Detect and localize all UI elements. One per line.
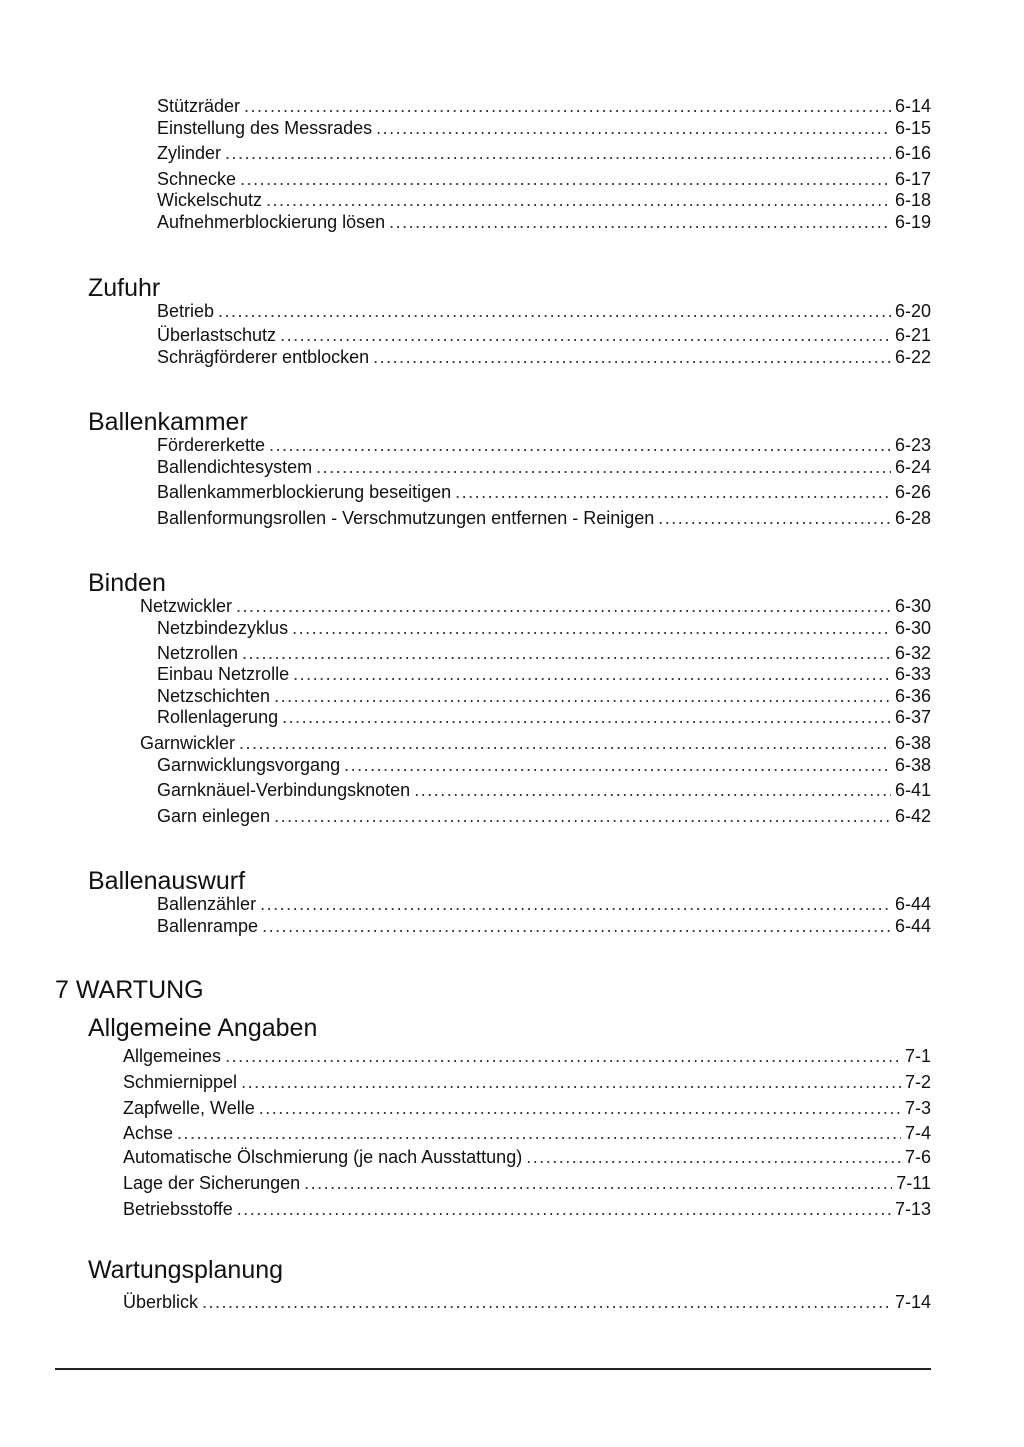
toc-entry-page: 7-2 [904, 1072, 931, 1092]
dot-leader [237, 1198, 891, 1220]
dot-leader [244, 95, 891, 117]
toc-entry-page: 6-20 [894, 301, 931, 321]
toc-entry-page: 6-30 [894, 618, 931, 638]
dot-leader [274, 805, 891, 827]
toc-entry[interactable] [123, 1146, 931, 1168]
toc-entry-label: Garnwickler [140, 733, 236, 753]
dot-leader [455, 481, 891, 503]
toc-entry[interactable] [157, 685, 931, 707]
toc-entry[interactable] [157, 117, 931, 139]
toc-entry-page: 7-1 [904, 1046, 931, 1066]
toc-entry[interactable] [157, 434, 931, 456]
section-heading-zufuhr: Zufuhr [88, 274, 161, 302]
toc-entry[interactable] [123, 1071, 931, 1093]
toc-entry-page: 6-44 [894, 894, 931, 914]
toc-entry-page: 6-37 [894, 707, 931, 727]
toc-entry[interactable] [123, 1198, 931, 1220]
section-heading-binden: Binden [88, 569, 166, 597]
toc-entry-label: Überblick [123, 1292, 199, 1312]
footer-divider [55, 1368, 931, 1370]
toc-entry-page: 6-28 [894, 508, 931, 528]
toc-entry-label: Einbau Netzrolle [157, 664, 290, 684]
toc-entry-label: Rollenlagerung [157, 707, 279, 727]
toc-entry-page: 6-18 [894, 190, 931, 210]
toc-entry-label: Achse [123, 1123, 174, 1143]
toc-entry[interactable] [157, 95, 931, 117]
dot-leader [259, 1097, 901, 1119]
toc-entry-page: 6-23 [894, 435, 931, 455]
dot-leader [274, 685, 891, 707]
toc-entry[interactable] [157, 189, 931, 211]
dot-leader [266, 189, 891, 211]
toc-entry-label: Garnwicklungsvorgang [157, 755, 341, 775]
toc-entry-label: Automatische Ölschmierung (je nach Ausstattung) [123, 1147, 523, 1167]
dot-leader [280, 324, 891, 346]
toc-entry-label: Fördererkette [157, 435, 266, 455]
toc-entry-label: Garn einlegen [157, 806, 271, 826]
dot-leader [241, 1071, 901, 1093]
dot-leader [293, 663, 891, 685]
toc-entry[interactable] [157, 642, 931, 664]
dot-leader [225, 1045, 901, 1067]
section-heading-ballenkammer: Ballenkammer [88, 408, 248, 436]
toc-entry-page: 6-38 [894, 733, 931, 753]
toc-entry-page: 7-11 [896, 1173, 931, 1193]
dot-leader [414, 779, 891, 801]
chapter-title: 7 WARTUNG [55, 976, 204, 1004]
toc-entry-label: Allgemeines [123, 1046, 222, 1066]
toc-entry-page: 6-30 [894, 596, 931, 616]
dot-leader [344, 754, 891, 776]
dot-leader [292, 617, 891, 639]
dot-leader [225, 142, 891, 164]
toc-entry-page: 7-4 [904, 1123, 931, 1143]
toc-entry[interactable] [157, 663, 931, 685]
toc-entry-label: Schmiernippel [123, 1072, 238, 1092]
toc-entry-label: Netzwickler [140, 596, 233, 616]
toc-entry[interactable] [157, 617, 931, 639]
toc-entry-label: Ballenkammerblockierung beseitigen [157, 482, 452, 502]
dot-leader [316, 456, 891, 478]
dot-leader [218, 300, 891, 322]
toc-entry-label: Schrägförderer entblocken [157, 347, 370, 367]
dot-leader [373, 346, 891, 368]
toc-entry-page: 6-15 [894, 118, 931, 138]
section-heading-wartungsplanung: Wartungsplanung [88, 1256, 284, 1284]
toc-entry[interactable] [157, 324, 931, 346]
dot-leader [202, 1291, 891, 1313]
dot-leader [236, 595, 891, 617]
toc-entry-page: 7-6 [904, 1147, 931, 1167]
toc-entry-page: 6-14 [894, 96, 931, 116]
dot-leader [658, 507, 891, 529]
toc-entry-page: 6-42 [894, 806, 931, 826]
toc-entry-label: Wickelschutz [157, 190, 263, 210]
toc-entry-page: 7-13 [894, 1199, 931, 1219]
toc-entry[interactable] [157, 507, 931, 529]
toc-entry[interactable] [123, 1291, 931, 1313]
toc-entry-label: Aufnehmerblockierung lösen [157, 212, 386, 232]
toc-entry-label: Ballenformungsrollen - Verschmutzungen entfernen - Reinigen [157, 508, 655, 528]
toc-entry[interactable] [157, 915, 931, 937]
toc-entry[interactable] [123, 1045, 931, 1067]
toc-entry-label: Zylinder [157, 143, 222, 163]
toc-entry-page: 6-32 [894, 643, 931, 663]
toc-entry-label: Ballendichtesystem [157, 457, 313, 477]
toc-entry[interactable] [157, 893, 931, 915]
toc-entry-label: Netzbindezyklus [157, 618, 289, 638]
toc-entry-page: 6-24 [894, 457, 931, 477]
toc-entry-label: Ballenrampe [157, 916, 259, 936]
toc-entry-label: Lage der Sicherungen [123, 1173, 301, 1193]
dot-leader [376, 117, 891, 139]
toc-entry[interactable] [157, 779, 931, 801]
toc-entry[interactable] [140, 732, 931, 754]
toc-entry-label: Garnknäuel-Verbindungsknoten [157, 780, 411, 800]
toc-entry[interactable] [157, 481, 931, 503]
toc-entry[interactable] [140, 595, 931, 617]
toc-entry[interactable] [157, 805, 931, 827]
toc-entry-page: 6-19 [894, 212, 931, 232]
dot-leader [240, 168, 891, 190]
dot-leader [389, 211, 891, 233]
dot-leader [262, 915, 891, 937]
dot-leader [177, 1122, 901, 1144]
toc-entry-label: Betrieb [157, 301, 215, 321]
toc-entry[interactable] [157, 168, 931, 190]
toc-entry-page: 6-33 [894, 664, 931, 684]
toc-entry-label: Einstellung des Messrades [157, 118, 373, 138]
toc-entry-label: Netzschichten [157, 686, 271, 706]
toc-entry-page: 6-38 [894, 755, 931, 775]
toc-entry-label: Überlastschutz [157, 325, 277, 345]
dot-leader [304, 1172, 892, 1194]
toc-entry[interactable] [157, 300, 931, 322]
toc-entry-label: Schnecke [157, 169, 237, 189]
toc-entry[interactable] [157, 706, 931, 728]
section-heading-ballenauswurf: Ballenauswurf [88, 867, 246, 895]
toc-entry-page: 6-17 [894, 169, 931, 189]
toc-entry-label: Netzrollen [157, 643, 239, 663]
toc-entry-page: 7-14 [894, 1292, 931, 1312]
toc-entry[interactable] [157, 142, 931, 164]
toc-entry-page: 6-41 [894, 780, 931, 800]
toc-entry-page: 6-36 [894, 686, 931, 706]
toc-entry[interactable] [123, 1172, 931, 1194]
toc-entry-label: Stützräder [157, 96, 241, 116]
dot-leader [526, 1146, 901, 1168]
toc-entry-page: 6-44 [894, 916, 931, 936]
toc-entry[interactable] [157, 456, 931, 478]
toc-entry-page: 6-21 [894, 325, 931, 345]
toc-entry[interactable] [123, 1097, 931, 1119]
toc-entry-page: 6-16 [894, 143, 931, 163]
toc-entry-label: Zapfwelle, Welle [123, 1098, 255, 1118]
toc-entry[interactable] [157, 346, 931, 368]
toc-entry[interactable] [157, 211, 931, 233]
section-heading-allgemeine-angaben: Allgemeine Angaben [88, 1014, 318, 1042]
dot-leader [260, 893, 891, 915]
toc-entry-page: 6-26 [894, 482, 931, 502]
toc-entry[interactable] [123, 1122, 931, 1144]
toc-entry[interactable] [157, 754, 931, 776]
dot-leader [269, 434, 891, 456]
dot-leader [242, 642, 891, 664]
dot-leader [282, 706, 891, 728]
toc-entry-label: Betriebsstoffe [123, 1199, 233, 1219]
toc-entry-page: 6-22 [894, 347, 931, 367]
toc-entry-label: Ballenzähler [157, 894, 257, 914]
dot-leader [239, 732, 891, 754]
toc-entry-page: 7-3 [904, 1098, 931, 1118]
